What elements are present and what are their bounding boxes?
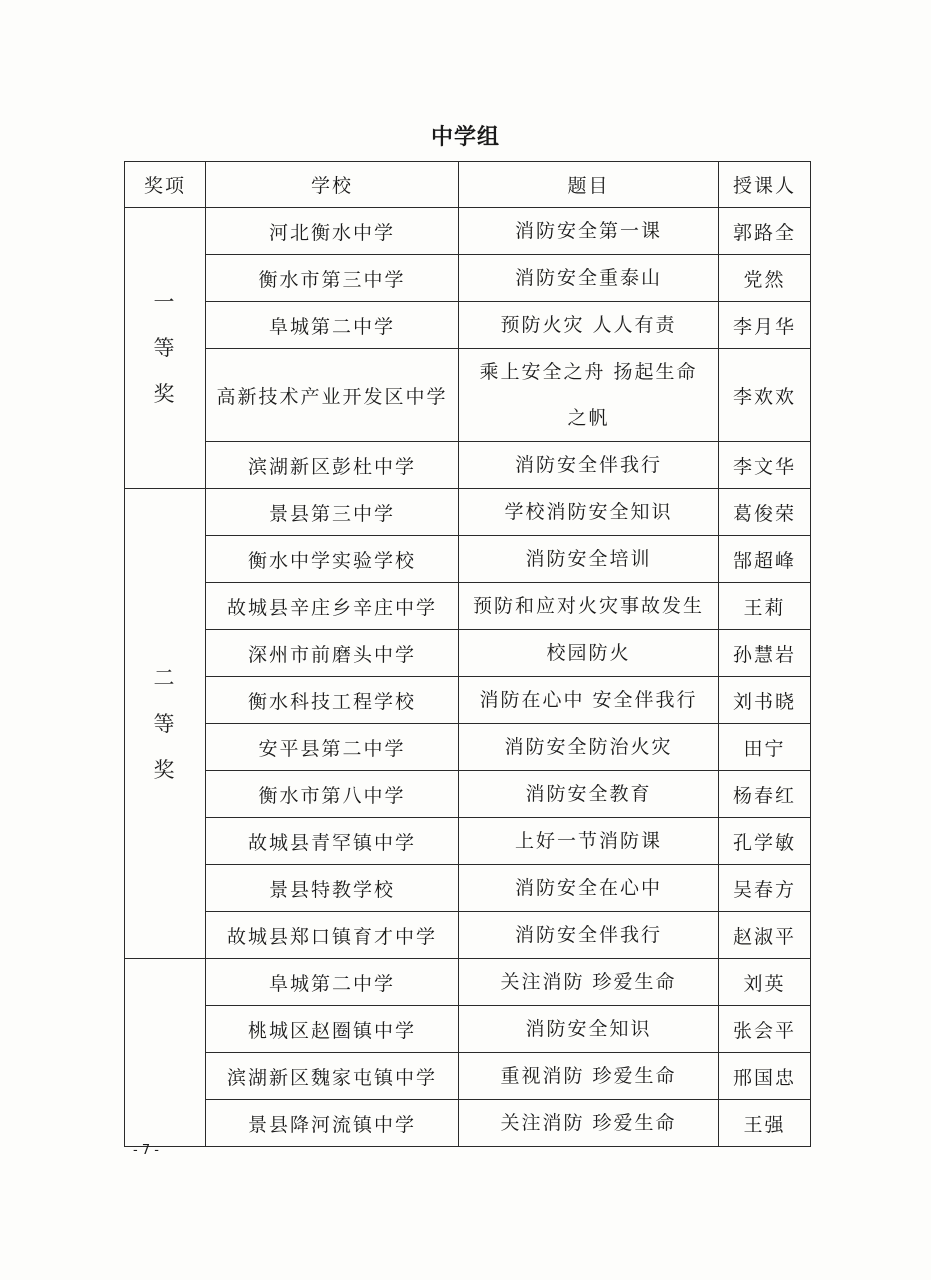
table-body bbox=[125, 208, 811, 1147]
topic-line: 消防安全在心中 bbox=[514, 877, 662, 899]
topic-cell bbox=[459, 255, 719, 302]
teacher-cell: 吴春方 bbox=[719, 865, 811, 912]
teacher-cell: 孔学敏 bbox=[719, 818, 811, 865]
topic-line: 消防安全教育 bbox=[525, 783, 652, 805]
topic-line: 消防安全培训 bbox=[525, 548, 652, 570]
topic-line: 学校消防安全知识 bbox=[504, 501, 673, 523]
table-row bbox=[125, 865, 811, 912]
school-cell: 衡水市第三中学 bbox=[206, 255, 459, 302]
header-topic: 题目 bbox=[459, 162, 719, 208]
teacher-cell: 党然 bbox=[719, 255, 811, 302]
teacher-cell: 田宁 bbox=[719, 724, 811, 771]
school-cell: 故城县郑口镇育才中学 bbox=[206, 912, 459, 959]
topic-cell bbox=[459, 208, 719, 255]
school-cell: 深州市前磨头中学 bbox=[206, 630, 459, 677]
school-cell: 景县特教学校 bbox=[206, 865, 459, 912]
table-row bbox=[125, 442, 811, 489]
topic-line: 乘上安全之舟 扬起生命 bbox=[479, 361, 698, 383]
topic-line: 关注消防 珍爱生命 bbox=[500, 971, 677, 993]
school-cell: 安平县第二中学 bbox=[206, 724, 459, 771]
topic-line: 消防安全伴我行 bbox=[514, 924, 662, 946]
award-rank-char: 奖 bbox=[153, 382, 177, 406]
school-cell: 衡水市第八中学 bbox=[206, 771, 459, 818]
table-row bbox=[125, 959, 811, 1006]
topic-line: 消防安全知识 bbox=[525, 1018, 652, 1040]
header-rank: 奖项 bbox=[125, 162, 206, 208]
table-row bbox=[125, 912, 811, 959]
topic-cell bbox=[459, 818, 719, 865]
topic-cell bbox=[459, 771, 719, 818]
topic-line: 校园防火 bbox=[546, 642, 631, 664]
topic-line: 重视消防 珍爱生命 bbox=[500, 1065, 677, 1087]
topic-line: 消防安全重泰山 bbox=[514, 267, 662, 289]
school-cell: 故城县辛庄乡辛庄中学 bbox=[206, 583, 459, 630]
topic-line: 预防和应对火灾事故发生 bbox=[472, 595, 704, 617]
topic-line: 消防安全伴我行 bbox=[514, 454, 662, 476]
teacher-cell: 李文华 bbox=[719, 442, 811, 489]
table-row bbox=[125, 255, 811, 302]
school-cell: 故城县青罕镇中学 bbox=[206, 818, 459, 865]
school-cell: 衡水科技工程学校 bbox=[206, 677, 459, 724]
topic-cell bbox=[459, 1006, 719, 1053]
school-cell: 衡水中学实验学校 bbox=[206, 536, 459, 583]
award-table bbox=[124, 161, 811, 1147]
school-cell: 滨湖新区彭杜中学 bbox=[206, 442, 459, 489]
table-row bbox=[125, 630, 811, 677]
teacher-cell: 葛俊荣 bbox=[719, 489, 811, 536]
topic-line: 关注消防 珍爱生命 bbox=[500, 1112, 677, 1134]
table-row bbox=[125, 724, 811, 771]
teacher-cell: 郭路全 bbox=[719, 208, 811, 255]
table-row bbox=[125, 1053, 811, 1100]
topic-cell bbox=[459, 442, 719, 489]
school-cell: 景县第三中学 bbox=[206, 489, 459, 536]
topic-cell bbox=[459, 349, 719, 442]
teacher-cell: 李欢欢 bbox=[719, 349, 811, 442]
page-number: - 7 - bbox=[133, 1143, 159, 1158]
award-rank-char: 一 bbox=[153, 290, 177, 314]
topic-cell bbox=[459, 1100, 719, 1147]
teacher-cell: 刘书晓 bbox=[719, 677, 811, 724]
topic-cell bbox=[459, 865, 719, 912]
teacher-cell: 王莉 bbox=[719, 583, 811, 630]
topic-cell bbox=[459, 724, 719, 771]
topic-line: 上好一节消防课 bbox=[514, 830, 662, 852]
school-cell: 景县降河流镇中学 bbox=[206, 1100, 459, 1147]
teacher-cell: 李月华 bbox=[719, 302, 811, 349]
topic-cell bbox=[459, 1053, 719, 1100]
school-cell: 滨湖新区魏家屯镇中学 bbox=[206, 1053, 459, 1100]
table-row bbox=[125, 1006, 811, 1053]
topic-line: 消防在心中 安全伴我行 bbox=[479, 689, 698, 711]
school-cell: 阜城第二中学 bbox=[206, 302, 459, 349]
topic-line: 预防火灾 人人有责 bbox=[500, 314, 677, 336]
table-row bbox=[125, 302, 811, 349]
topic-cell bbox=[459, 630, 719, 677]
award-rank-cell bbox=[125, 959, 206, 1147]
topic-cell bbox=[459, 677, 719, 724]
teacher-cell: 郜超峰 bbox=[719, 536, 811, 583]
award-rank-char: 二 bbox=[153, 665, 177, 690]
table-row bbox=[125, 771, 811, 818]
school-cell: 阜城第二中学 bbox=[206, 959, 459, 1006]
teacher-cell: 杨春红 bbox=[719, 771, 811, 818]
topic-cell bbox=[459, 583, 719, 630]
table-row bbox=[125, 677, 811, 724]
topic-line: 消防安全第一课 bbox=[514, 220, 662, 242]
table-row bbox=[125, 1100, 811, 1147]
school-cell: 桃城区赵圈镇中学 bbox=[206, 1006, 459, 1053]
award-rank-cell bbox=[125, 489, 206, 959]
topic-line: 之帆 bbox=[567, 407, 610, 429]
award-rank-char: 奖 bbox=[153, 757, 177, 782]
teacher-cell: 刘英 bbox=[719, 959, 811, 1006]
table-header-row bbox=[125, 162, 811, 208]
teacher-cell: 赵淑平 bbox=[719, 912, 811, 959]
topic-cell bbox=[459, 489, 719, 536]
topic-cell bbox=[459, 912, 719, 959]
topic-cell bbox=[459, 536, 719, 583]
header-school: 学校 bbox=[206, 162, 459, 208]
topic-line: 消防安全防治火灾 bbox=[504, 736, 673, 758]
award-rank-char: 等 bbox=[153, 336, 177, 360]
page-title: 中学组 bbox=[430, 125, 500, 150]
teacher-cell: 王强 bbox=[719, 1100, 811, 1147]
table-row bbox=[125, 349, 811, 442]
school-cell: 高新技术产业开发区中学 bbox=[206, 349, 459, 442]
award-rank-cell bbox=[125, 208, 206, 489]
table-row bbox=[125, 208, 811, 255]
header-teacher: 授课人 bbox=[719, 162, 811, 208]
table-row bbox=[125, 536, 811, 583]
table-row bbox=[125, 583, 811, 630]
topic-cell bbox=[459, 302, 719, 349]
teacher-cell: 孙慧岩 bbox=[719, 630, 811, 677]
table-row bbox=[125, 818, 811, 865]
teacher-cell: 邢国忠 bbox=[719, 1053, 811, 1100]
table-row bbox=[125, 489, 811, 536]
topic-cell bbox=[459, 959, 719, 1006]
teacher-cell: 张会平 bbox=[719, 1006, 811, 1053]
school-cell: 河北衡水中学 bbox=[206, 208, 459, 255]
award-rank-char: 等 bbox=[153, 711, 177, 736]
